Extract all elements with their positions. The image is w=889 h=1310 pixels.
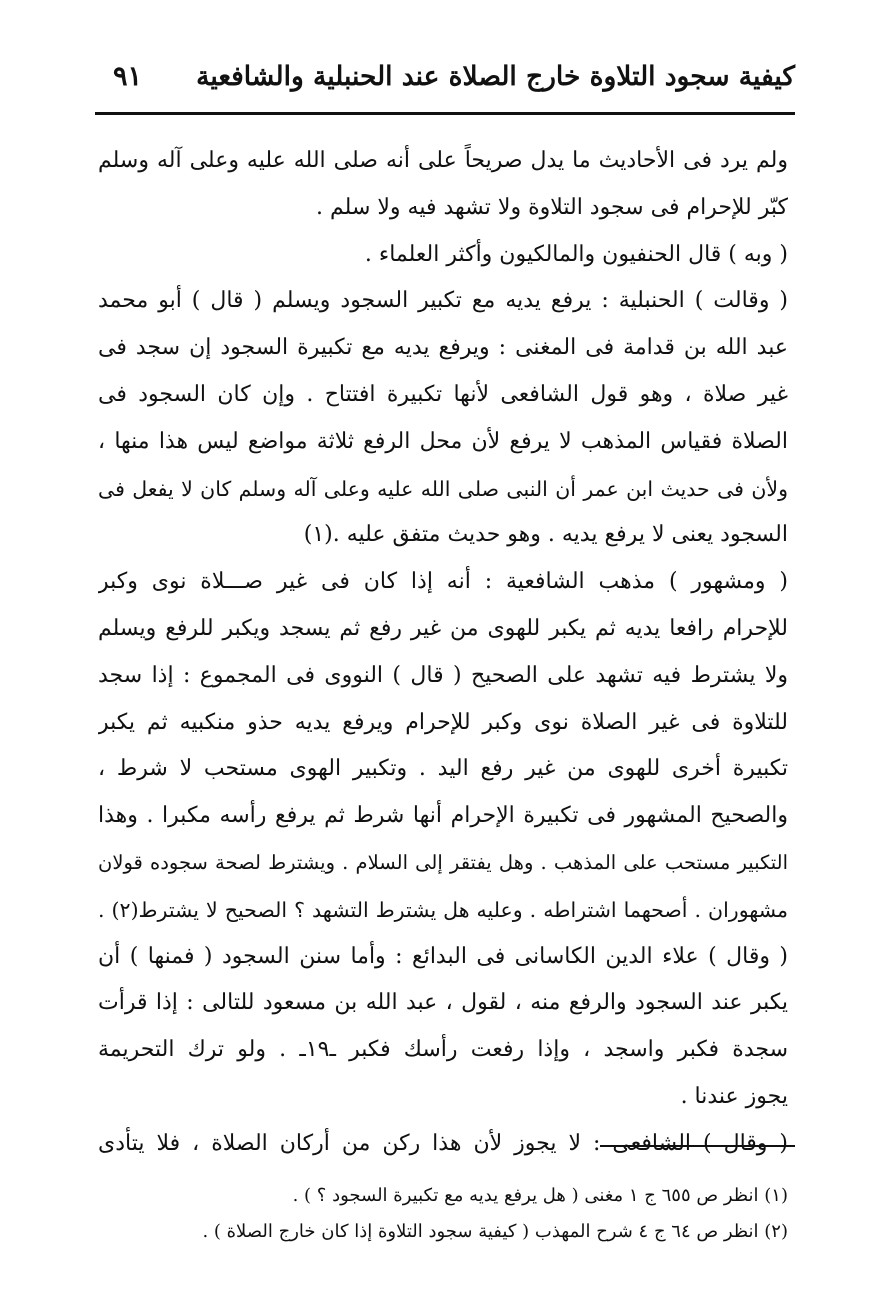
text-line: التكبير مستحب على المذهب . وهل يفتقر إلى السلام . ويشترط لصحة سجوده قولان — [98, 850, 788, 874]
footnote-2: (٢) انظر ص ٦٤ ج ٤ شرح المهذب ( كيفية سجود التلاوة إذا كان خارج الصلاة ) . — [202, 1221, 788, 1242]
text-line: كبّر للإحرام فى سجود التلاوة ولا تشهد فيه ولا سلم . — [316, 194, 788, 220]
text-line: السجود يعنى لا يرفع يديه . وهو حديث متفق عليه .(١) — [303, 522, 788, 548]
text-line: ولا يشترط فيه تشهد على الصحيح ( قال ) النووى فى المجموع : إذا سجد — [98, 662, 788, 688]
text-line: ( وقال ) علاء الدين الكاسانى فى البدائع : وأما سنن السجود ( فمنها ) أن — [98, 943, 788, 969]
text-line: ( وبه ) قال الحنفيون والمالكيون وأكثر العلماء . — [364, 241, 788, 267]
footnote-rule — [600, 1145, 795, 1147]
text-line: تكبيرة أخرى للهوى من غير رفع اليد . وتكبير الهوى مستحب لا شرط ، — [98, 756, 788, 782]
text-line: ( وقالت ) الحنبلية : يرفع يديه مع تكبير السجود ويسلم ( قال ) أبو محمد — [98, 288, 788, 314]
running-title: كيفية سجود التلاوة خارج الصلاة عند الحنبلية والشافعية — [196, 61, 795, 92]
text-line: ولم يرد فى الأحاديث ما يدل صريحاً على أنه صلى الله عليه وعلى آله وسلم — [98, 148, 788, 173]
text-line: ( ومشهور ) مذهب الشافعية : أنه إذا كان فى غير صـــلاة نوى وكبر — [98, 569, 788, 595]
text-line: الصلاة فقياس المذهب لا يرفع لأن محل الرفع ثلاثة مواضع ليس هذا منها ، — [98, 428, 788, 454]
running-header — [95, 55, 795, 105]
text-line: غير صلاة ، وهو قول الشافعى لأنها تكبيرة افتتاح . وإن كان السجود فى — [98, 381, 788, 407]
page-number: ٩١ — [113, 61, 143, 92]
text-line: سجدة فكبر واسجد ، وإذا رفعت رأسك فكبر ـ١٩ـ . ولو ترك التحريمة — [98, 1037, 788, 1063]
footnote-1: (١) انظر ص ٦٥٥ ج ١ مغنى ( هل يرفع يديه مع تكبيرة السجود ؟ ) . — [292, 1185, 788, 1206]
footnotes — [98, 1178, 788, 1250]
text-line: للتلاوة فى غير الصلاة نوى وكبر للإحرام ويرفع يديه حذو منكبيه ثم يكبر — [98, 709, 788, 735]
text-line: مشهوران . أصحهما اشتراطه . وعليه هل يشترط التشهد ؟ الصحيح لا يشترط(٢) . — [98, 897, 788, 922]
text-line: للإحرام رافعا يديه ثم يكبر للهوى من غير رفع ثم يسجد ويكبر للرفع ويسلم — [98, 615, 788, 641]
text-line: يجوز عندنا . — [680, 1083, 788, 1109]
text-line: يكبر عند السجود والرفع منه ، لقول ، عبد الله بن مسعود للتالى : إذا قرأت — [98, 990, 788, 1016]
text-line: ( وقال ) الشافعى : لا يجوز لأن هذا ركن من أركان الصلاة ، فلا يتأدى — [98, 1130, 788, 1156]
header-rule — [95, 112, 795, 115]
text-line: ولأن فى حديث ابن عمر أن النبى صلى الله عليه وعلى آله وسلم كان لا يفعل فى — [98, 476, 788, 501]
text-line: والصحيح المشهور فى تكبيرة الإحرام أنها شرط ثم يرفع رأسه مكبرا . وهذا — [98, 803, 788, 829]
body-text — [98, 138, 788, 1168]
text-line: عبد الله بن قدامة فى المغنى : ويرفع يديه مع تكبيرة السجود إن سجد فى — [98, 335, 788, 361]
